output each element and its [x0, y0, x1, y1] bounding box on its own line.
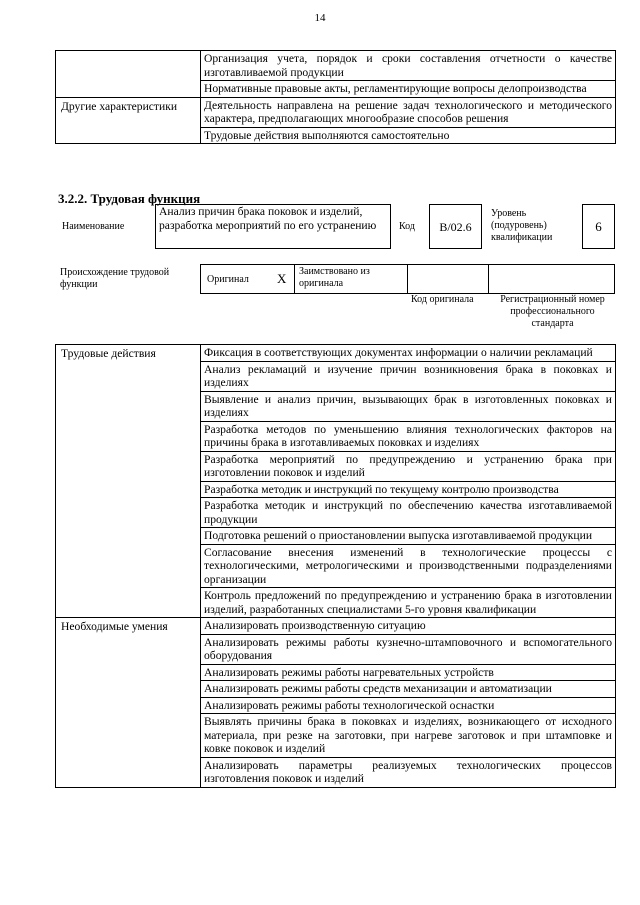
borrowed-label: Заимствовано из оригинала — [299, 266, 370, 289]
table-cell: Фиксация в соответствующих документах информации о наличии рекламаций — [201, 345, 616, 362]
table-cell: Разработка методик и инструкций по текущему контролю производства — [201, 481, 616, 498]
table-cell: Организация учета, порядок и сроки составления отчетности о качестве изготавливаемой продукции — [201, 51, 616, 81]
table-cell: Анализировать параметры реализуемых технологических процессов изготовления поковок и изделий — [201, 757, 616, 787]
table-cell: Анализ рекламаций и изучение причин возникновения брака в поковках и изделиях — [201, 361, 616, 391]
table-cell: Подготовка решений о приостановлении выпуска изготавливаемой продукции — [201, 528, 616, 545]
table-cell: Выявление и анализ причин, вызывающих брак в изготовленных поковках и изделиях — [201, 391, 616, 421]
required-skills-label: Необходимые умения — [56, 618, 201, 788]
table-cell: Анализировать режимы работы технологической оснастки — [201, 697, 616, 714]
labor-actions-label: Трудовые действия — [56, 345, 201, 618]
labor-function-table — [55, 344, 616, 788]
code-original-caption: Код оригинала — [411, 294, 474, 305]
table-row — [56, 618, 616, 635]
name-label: Наименование — [62, 221, 125, 232]
table-cell: Разработка методов по уменьшению влияния технологических факторов на причины брака в изготавливаемых поковках и изделиях — [201, 421, 616, 451]
table-row — [56, 345, 616, 362]
table-cell: Анализировать режимы работы нагревательных устройств — [201, 664, 616, 681]
page-number: 14 — [314, 12, 326, 24]
table-cell: Анализировать режимы работы кузнечно-штамповочного и вспомогательного оборудования — [201, 634, 616, 664]
table-cell: Выявлять причины брака в поковках и изделиях, возникающего от исходного материала, при резке на заготовки, при нагреве заготовок и при штамповке и ковке поковок и изделий — [201, 714, 616, 758]
origin-label: Происхождение трудовой функции — [60, 267, 170, 290]
code-label: Код — [399, 221, 415, 232]
function-name-value: Анализ причин брака поковок и изделий, разработка мероприятий по его устранению — [159, 205, 377, 232]
table-cell: Анализировать производственную ситуацию — [201, 618, 616, 635]
table-cell: Разработка методик и инструкций по обеспечению качества изготавливаемой продукции — [201, 498, 616, 528]
other-characteristics-label: Другие характеристики — [56, 97, 201, 144]
reg-number-caption: Регистрационный номер профессионального стандарта — [500, 294, 605, 329]
table-cell: Нормативные правовые акты, регламентирующие вопросы делопроизводства — [201, 81, 616, 98]
origin-code-box — [407, 264, 489, 294]
table-cell: Контроль предложений по предупреждению и устранению брака в изготовлении изделий, разработанных специалистами 5-го уровня квалификации — [201, 588, 616, 618]
table-row — [56, 51, 616, 81]
original-mark: X — [277, 271, 287, 286]
table-row — [56, 97, 616, 127]
top-table — [55, 50, 616, 144]
level-value: 6 — [595, 219, 602, 234]
table-cell: Анализировать режимы работы средств механизации и автоматизации — [201, 681, 616, 698]
table-cell: Деятельность направлена на решение задач технологического и методического характера, предполагающих многообразие способов решения — [201, 97, 616, 127]
original-label: Оригинал — [207, 274, 249, 285]
continued-label-cell — [56, 51, 201, 98]
level-label: Уровень (подуровень) квалификации — [491, 208, 553, 243]
table-cell: Трудовые действия выполняются самостоятельно — [201, 127, 616, 144]
table-cell: Разработка мероприятий по предупреждению и устранению брака при изготовлении поковок и изделий — [201, 451, 616, 481]
origin-reg-box — [488, 264, 615, 294]
section-title: 3.2.2. Трудовая функция — [58, 191, 201, 206]
code-value: B/02.6 — [439, 220, 472, 234]
table-cell: Согласование внесения изменений в технологические процессы с технологическими, метрологическими и производственными подразделениями организации — [201, 544, 616, 588]
